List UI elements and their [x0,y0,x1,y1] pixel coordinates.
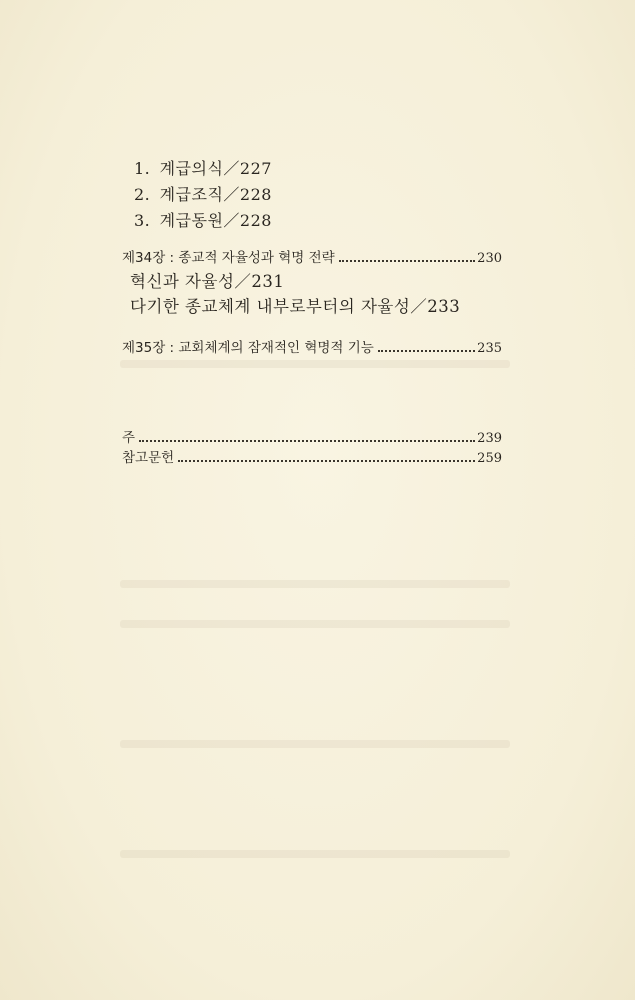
toc-notes [122,426,502,446]
page-number: 230 [477,251,502,266]
toc-subitem [134,156,272,179]
toc-section: 다기한 종교체계 내부로부터의 자율성／233 [130,297,461,316]
dot-leader [178,459,475,462]
references-label: 참고문헌 [122,450,175,466]
subitem-text: 계급동원／228 [159,211,272,230]
bleed-through [120,850,510,858]
notes-label: 주 [122,430,136,446]
bleed-through [120,360,510,368]
bleed-through [120,740,510,748]
chapter-label: 제34장 : 종교적 자율성과 혁명 전략 [122,250,335,266]
toc-chapter-35 [122,336,502,356]
subitem-text: 계급조직／228 [159,185,272,204]
dot-leader [139,439,475,442]
toc-chapter-34 [122,246,502,266]
toc-subitem [134,208,272,231]
bleed-through [120,620,510,628]
toc-references [122,446,502,466]
subitem-number: 3. [134,211,151,230]
subitem-number: 1. [134,159,151,178]
subitem-text: 계급의식／227 [159,159,272,178]
toc-section: 혁신과 자율성／231 [130,272,285,291]
dot-leader [378,349,475,352]
page-number: 235 [477,341,502,356]
subitem-number: 2. [134,185,151,204]
bleed-through [120,580,510,588]
dot-leader [339,259,475,262]
toc-subitem [134,182,272,205]
page-number: 239 [477,431,502,446]
page-number: 259 [477,451,502,466]
chapter-label: 제35장 : 교회체계의 잠재적인 혁명적 기능 [122,340,374,356]
